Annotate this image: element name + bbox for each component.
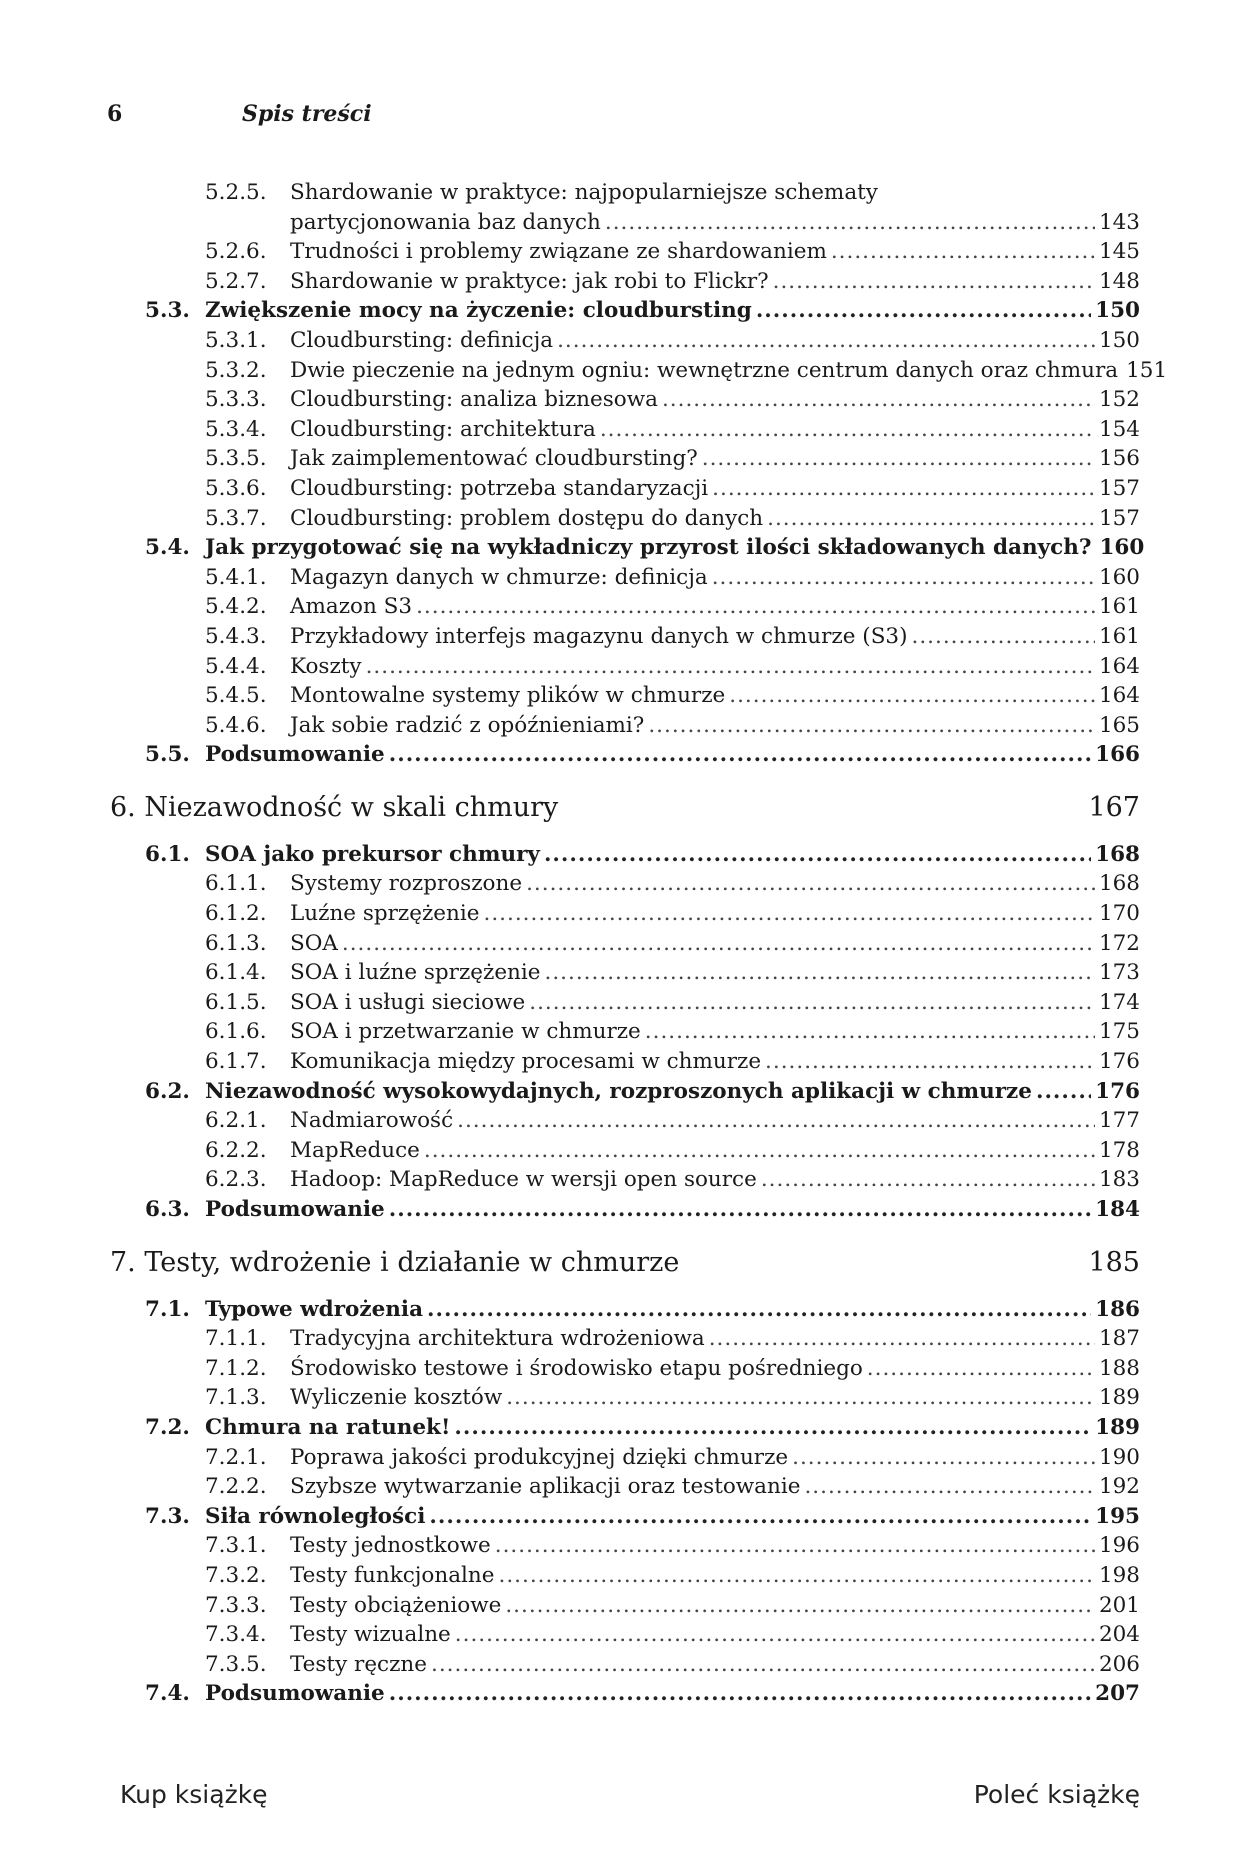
toc-number: 7.1.1. bbox=[205, 1326, 267, 1352]
toc-title: Cloudbursting: problem dostępu do danych bbox=[290, 504, 767, 534]
toc-title: Cloudbursting: potrzeba standaryzacji bbox=[290, 474, 712, 504]
dot-leader bbox=[416, 592, 1095, 622]
toc-page: 195 bbox=[1095, 1503, 1140, 1529]
toc-number: 5.3.7. bbox=[205, 505, 267, 531]
toc-number: 5.3.5. bbox=[205, 446, 267, 472]
toc-page: 150 bbox=[1098, 327, 1140, 353]
dot-leader bbox=[455, 1620, 1095, 1650]
toc-title: Shardowanie w praktyce: jak robi to Flickr? bbox=[290, 267, 773, 297]
chapter-title: 6. Niezawodność w skali chmury bbox=[110, 791, 559, 823]
toc-title: Komunikacja między procesami w chmurze bbox=[290, 1047, 765, 1077]
page-number: 6 bbox=[107, 101, 123, 127]
dot-leader bbox=[427, 1295, 1091, 1325]
dot-leader bbox=[454, 1413, 1091, 1443]
dot-leader bbox=[389, 1195, 1091, 1225]
dot-leader bbox=[767, 504, 1095, 534]
toc-subsection[interactable] bbox=[100, 652, 1140, 682]
dot-leader bbox=[702, 444, 1095, 474]
toc-subsection[interactable] bbox=[100, 444, 1140, 474]
toc-number: 7.2. bbox=[145, 1414, 190, 1440]
toc-section[interactable] bbox=[100, 1295, 1140, 1325]
toc-page: 190 bbox=[1098, 1444, 1140, 1470]
toc-subsection[interactable] bbox=[100, 899, 1140, 929]
toc-number: 5.3.1. bbox=[205, 327, 267, 353]
toc-subsection[interactable] bbox=[100, 1354, 1140, 1384]
toc-subsection[interactable] bbox=[100, 1561, 1140, 1591]
toc-section[interactable] bbox=[100, 1077, 1140, 1107]
toc-subsection[interactable] bbox=[100, 1165, 1140, 1195]
toc-title: SOA jako prekursor chmury bbox=[205, 840, 544, 870]
toc-subsection[interactable] bbox=[100, 1650, 1140, 1680]
chapter-title: 7. Testy, wdrożenie i działanie w chmurze bbox=[110, 1246, 680, 1278]
toc-page: 204 bbox=[1098, 1622, 1140, 1648]
dot-leader bbox=[495, 1531, 1095, 1561]
toc-number: 6.2.2. bbox=[205, 1137, 267, 1163]
toc-number: 5.3.3. bbox=[205, 387, 267, 413]
toc-subsection[interactable] bbox=[100, 1620, 1140, 1650]
toc-page: 172 bbox=[1098, 930, 1140, 956]
toc-title: Montowalne systemy plików w chmurze bbox=[290, 681, 729, 711]
toc-number: 7.3.5. bbox=[205, 1651, 267, 1677]
toc-page: 186 bbox=[1095, 1296, 1140, 1322]
toc-page: 184 bbox=[1095, 1197, 1140, 1222]
toc-title: Cloudbursting: analiza biznesowa bbox=[290, 385, 662, 415]
toc-number: 7.4. bbox=[145, 1681, 190, 1707]
toc-subsection[interactable] bbox=[100, 592, 1140, 622]
toc-number: 6.1. bbox=[145, 841, 190, 867]
dot-leader bbox=[544, 840, 1091, 870]
dot-leader bbox=[431, 1650, 1095, 1680]
toc-section[interactable] bbox=[100, 1502, 1140, 1532]
dot-leader bbox=[506, 1383, 1095, 1413]
dot-leader bbox=[600, 415, 1095, 445]
toc-page: 174 bbox=[1098, 989, 1140, 1015]
chapter-page: 185 bbox=[1088, 1246, 1140, 1278]
toc-subsection[interactable] bbox=[100, 1106, 1140, 1136]
toc-subsection[interactable] bbox=[100, 356, 1168, 386]
toc-subsection[interactable] bbox=[100, 681, 1140, 711]
toc-page: 198 bbox=[1098, 1562, 1140, 1588]
dot-leader bbox=[712, 563, 1095, 593]
chapter-heading[interactable] bbox=[100, 1237, 1140, 1295]
toc-title: Trudności i problemy związane ze shardowaniem bbox=[290, 237, 831, 267]
dot-leader bbox=[389, 740, 1091, 770]
toc-number: 7.3. bbox=[145, 1503, 190, 1529]
toc-title: Tradycyjna architektura wdrożeniowa bbox=[290, 1324, 709, 1354]
toc-subsection[interactable] bbox=[100, 1136, 1140, 1166]
toc-title: partycjonowania baz danych bbox=[290, 208, 605, 238]
toc-number: 5.4.1. bbox=[205, 564, 267, 590]
toc-page: 157 bbox=[1098, 475, 1140, 501]
dot-leader bbox=[645, 1017, 1095, 1047]
toc-page: 161 bbox=[1098, 623, 1140, 649]
toc-page: 168 bbox=[1095, 841, 1140, 867]
toc-number: 6.1.5. bbox=[205, 989, 267, 1015]
dot-leader bbox=[765, 1047, 1095, 1077]
toc-number: 5.5. bbox=[145, 742, 190, 768]
toc-page: 176 bbox=[1095, 1078, 1140, 1104]
toc-subsection[interactable] bbox=[100, 1017, 1140, 1047]
toc-page: 164 bbox=[1098, 683, 1140, 709]
dot-leader bbox=[499, 1561, 1095, 1591]
toc-section[interactable] bbox=[100, 296, 1140, 326]
toc-page: 156 bbox=[1098, 446, 1140, 472]
dot-leader bbox=[1036, 1077, 1091, 1107]
toc-title: Przykładowy interfejs magazynu danych w chmurze (S3) bbox=[290, 622, 912, 652]
toc-number: 6.1.2. bbox=[205, 901, 267, 927]
toc-page: 152 bbox=[1098, 387, 1140, 413]
toc-section[interactable] bbox=[100, 840, 1140, 870]
toc-subsection[interactable] bbox=[100, 1047, 1140, 1077]
toc-subsection[interactable] bbox=[100, 385, 1140, 415]
dot-leader bbox=[605, 208, 1095, 238]
toc-subsection[interactable] bbox=[100, 711, 1140, 741]
toc-title: SOA bbox=[290, 929, 342, 959]
dot-leader bbox=[557, 326, 1095, 356]
toc-number: 6.1.7. bbox=[205, 1049, 267, 1075]
dot-leader bbox=[792, 1443, 1095, 1473]
toc-number: 6.1.6. bbox=[205, 1019, 267, 1045]
toc-page: 165 bbox=[1098, 712, 1140, 738]
toc-page: 178 bbox=[1098, 1137, 1140, 1163]
toc-number: 7.3.1. bbox=[205, 1533, 267, 1559]
toc-subsection[interactable] bbox=[100, 929, 1140, 959]
dot-leader bbox=[526, 869, 1095, 899]
toc-title: Jak sobie radzić z opóźnieniami? bbox=[290, 711, 648, 741]
toc-title: Zwiększenie mocy na życzenie: cloudbursting bbox=[205, 296, 756, 326]
toc-page: 143 bbox=[1098, 209, 1140, 235]
toc-number: 5.4.3. bbox=[205, 623, 267, 649]
toc-subsection[interactable] bbox=[100, 563, 1140, 593]
toc-title: Niezawodność wysokowydajnych, rozproszonych aplikacji w chmurze bbox=[205, 1077, 1036, 1107]
dot-leader bbox=[429, 1502, 1091, 1532]
toc-number: 7.1.2. bbox=[205, 1355, 267, 1381]
toc-number: 5.4.2. bbox=[205, 594, 267, 620]
toc-page: 189 bbox=[1095, 1414, 1140, 1440]
toc-title: Podsumowanie bbox=[205, 1195, 389, 1225]
buy-book-link[interactable]: Kup książkę bbox=[120, 1780, 268, 1809]
toc-title: Testy obciążeniowe bbox=[290, 1591, 505, 1621]
toc-number: 5.3. bbox=[145, 298, 190, 324]
toc-title: Magazyn danych w chmurze: definicja bbox=[290, 563, 712, 593]
recommend-book-link[interactable]: Poleć książkę bbox=[973, 1780, 1140, 1809]
toc-title: Wyliczenie kosztów bbox=[290, 1383, 506, 1413]
toc-page: 166 bbox=[1095, 742, 1140, 768]
toc-page: 150 bbox=[1095, 298, 1140, 324]
toc-title: MapReduce bbox=[290, 1136, 424, 1166]
toc-page: 183 bbox=[1098, 1167, 1140, 1193]
toc-number: 7.3.3. bbox=[205, 1592, 267, 1618]
toc-title: Luźne sprzężenie bbox=[290, 899, 483, 929]
toc-page: 177 bbox=[1098, 1108, 1140, 1134]
toc-title: Nadmiarowość bbox=[290, 1106, 457, 1136]
toc-page: 168 bbox=[1098, 871, 1140, 897]
toc-number: 7.2.2. bbox=[205, 1474, 267, 1500]
toc-subsection[interactable] bbox=[100, 504, 1140, 534]
toc-page: 192 bbox=[1098, 1474, 1140, 1500]
dot-leader bbox=[831, 237, 1095, 267]
toc-page: 189 bbox=[1098, 1385, 1140, 1411]
toc-section[interactable] bbox=[100, 740, 1140, 770]
toc-number: 5.2.7. bbox=[205, 268, 267, 294]
toc-page: 176 bbox=[1098, 1049, 1140, 1075]
dot-leader bbox=[912, 622, 1095, 652]
dot-leader bbox=[804, 1472, 1095, 1502]
toc-number: 7.1. bbox=[145, 1296, 190, 1322]
toc-subsection[interactable] bbox=[100, 326, 1140, 356]
table-of-contents bbox=[100, 178, 1168, 1709]
toc-page: 145 bbox=[1098, 239, 1140, 265]
toc-number: 6.3. bbox=[145, 1197, 190, 1222]
toc-section[interactable] bbox=[100, 1679, 1140, 1709]
toc-page: 173 bbox=[1098, 960, 1140, 986]
toc-number: 5.4. bbox=[145, 535, 190, 561]
dot-leader bbox=[648, 711, 1095, 741]
dot-leader bbox=[712, 474, 1095, 504]
toc-number: 5.2.5. bbox=[205, 180, 267, 205]
toc-subsection[interactable] bbox=[100, 415, 1140, 445]
dot-leader bbox=[761, 1165, 1095, 1195]
toc-title: Chmura na ratunek! bbox=[205, 1413, 454, 1443]
dot-leader bbox=[529, 988, 1095, 1018]
toc-subsection[interactable] bbox=[100, 237, 1140, 267]
dot-leader bbox=[729, 681, 1095, 711]
toc-number: 7.3.2. bbox=[205, 1562, 267, 1588]
toc-title: Typowe wdrożenia bbox=[205, 1295, 427, 1325]
toc-title: Jak zaimplementować cloudbursting? bbox=[290, 444, 702, 474]
dot-leader bbox=[342, 929, 1095, 959]
dot-leader bbox=[457, 1106, 1095, 1136]
toc-title: Testy wizualne bbox=[290, 1620, 455, 1650]
toc-section[interactable] bbox=[100, 1413, 1140, 1443]
toc-page: 170 bbox=[1098, 901, 1140, 927]
toc-title: Cloudbursting: definicja bbox=[290, 326, 557, 356]
toc-page: 160 bbox=[1099, 535, 1145, 561]
toc-title: Shardowanie w praktyce: najpopularniejsze schematy bbox=[290, 178, 882, 208]
toc-section[interactable] bbox=[100, 1195, 1140, 1225]
toc-number: 5.3.6. bbox=[205, 475, 267, 501]
toc-number: 5.4.4. bbox=[205, 653, 267, 679]
toc-title: Cloudbursting: architektura bbox=[290, 415, 600, 445]
toc-title: Siła równoległości bbox=[205, 1502, 429, 1532]
chapter-page: 167 bbox=[1088, 791, 1140, 823]
toc-number: 6.1.1. bbox=[205, 871, 267, 897]
toc-number: 5.3.4. bbox=[205, 416, 267, 442]
toc-title: Podsumowanie bbox=[205, 740, 389, 770]
toc-page: 151 bbox=[1126, 357, 1168, 383]
toc-page: 148 bbox=[1098, 268, 1140, 294]
toc-number: 5.2.6. bbox=[205, 239, 267, 265]
dot-leader bbox=[389, 1679, 1091, 1709]
toc-title: Podsumowanie bbox=[205, 1679, 389, 1709]
toc-subsection[interactable] bbox=[100, 1324, 1140, 1354]
dot-leader bbox=[773, 267, 1095, 297]
toc-page: 164 bbox=[1098, 653, 1140, 679]
toc-title: Testy ręczne bbox=[290, 1650, 431, 1680]
toc-title: Amazon S3 bbox=[290, 592, 416, 622]
toc-number: 6.1.4. bbox=[205, 960, 267, 986]
toc-number: 6.1.3. bbox=[205, 930, 267, 956]
toc-title: Jak przygotować się na wykładniczy przyrost ilości składowanych danych? bbox=[205, 533, 1095, 563]
toc-title: Koszty bbox=[290, 652, 366, 682]
toc-subsection[interactable] bbox=[100, 1443, 1140, 1473]
running-title: Spis treści bbox=[242, 101, 372, 127]
toc-title: Środowisko testowe i środowisko etapu pośredniego bbox=[290, 1354, 867, 1384]
toc-title: Testy funkcjonalne bbox=[290, 1561, 499, 1591]
toc-number: 5.3.2. bbox=[205, 357, 267, 383]
toc-subsection[interactable] bbox=[100, 1591, 1140, 1621]
toc-subsection[interactable] bbox=[100, 474, 1140, 504]
toc-title: Hadoop: MapReduce w wersji open source bbox=[290, 1165, 761, 1195]
toc-page: 207 bbox=[1095, 1681, 1140, 1707]
toc-number: 6.2.1. bbox=[205, 1108, 267, 1134]
toc-subsection[interactable] bbox=[100, 1531, 1140, 1561]
toc-number: 7.1.3. bbox=[205, 1385, 267, 1411]
toc-page: 160 bbox=[1098, 564, 1140, 590]
toc-title: Testy jednostkowe bbox=[290, 1531, 495, 1561]
dot-leader bbox=[366, 652, 1095, 682]
toc-page: 187 bbox=[1098, 1326, 1140, 1352]
toc-title: Poprawa jakości produkcyjnej dzięki chmurze bbox=[290, 1443, 792, 1473]
toc-subsection[interactable] bbox=[100, 267, 1140, 297]
dot-leader bbox=[709, 1324, 1095, 1354]
toc-page: 188 bbox=[1098, 1355, 1140, 1381]
toc-subsection[interactable] bbox=[100, 178, 1140, 208]
toc-number: 5.4.6. bbox=[205, 712, 267, 738]
toc-page: 196 bbox=[1098, 1533, 1140, 1559]
dot-leader bbox=[424, 1136, 1095, 1166]
toc-subsection[interactable] bbox=[100, 208, 1140, 238]
dot-leader bbox=[662, 385, 1095, 415]
toc-title: Dwie pieczenie na jednym ogniu: wewnętrzne centrum danych oraz chmura bbox=[290, 356, 1122, 386]
toc-page: 175 bbox=[1098, 1019, 1140, 1045]
dot-leader bbox=[756, 296, 1091, 326]
toc-title: SOA i luźne sprzężenie bbox=[290, 958, 545, 988]
toc-title: SOA i usługi sieciowe bbox=[290, 988, 529, 1018]
toc-subsection[interactable] bbox=[100, 1472, 1140, 1502]
toc-number: 5.4.5. bbox=[205, 683, 267, 709]
toc-number: 7.3.4. bbox=[205, 1622, 267, 1648]
toc-subsection[interactable] bbox=[100, 869, 1140, 899]
toc-page: 157 bbox=[1098, 505, 1140, 531]
toc-subsection[interactable] bbox=[100, 622, 1140, 652]
toc-section[interactable] bbox=[100, 533, 1145, 563]
toc-subsection[interactable] bbox=[100, 1383, 1140, 1413]
toc-page: 206 bbox=[1098, 1651, 1140, 1677]
toc-title: Szybsze wytwarzanie aplikacji oraz testowanie bbox=[290, 1472, 804, 1502]
toc-title: SOA i przetwarzanie w chmurze bbox=[290, 1017, 645, 1047]
toc-number: 6.2. bbox=[145, 1078, 190, 1104]
chapter-heading[interactable] bbox=[100, 782, 1140, 840]
toc-subsection[interactable] bbox=[100, 988, 1140, 1018]
toc-page: 161 bbox=[1098, 594, 1140, 620]
dot-leader bbox=[867, 1354, 1095, 1384]
toc-page: 201 bbox=[1098, 1592, 1140, 1618]
toc-number: 6.2.3. bbox=[205, 1167, 267, 1193]
toc-title: Systemy rozproszone bbox=[290, 869, 526, 899]
toc-number: 7.2.1. bbox=[205, 1444, 267, 1470]
toc-subsection[interactable] bbox=[100, 958, 1140, 988]
dot-leader bbox=[505, 1591, 1095, 1621]
dot-leader bbox=[545, 958, 1095, 988]
dot-leader bbox=[483, 899, 1094, 929]
toc-page: 154 bbox=[1098, 416, 1140, 442]
